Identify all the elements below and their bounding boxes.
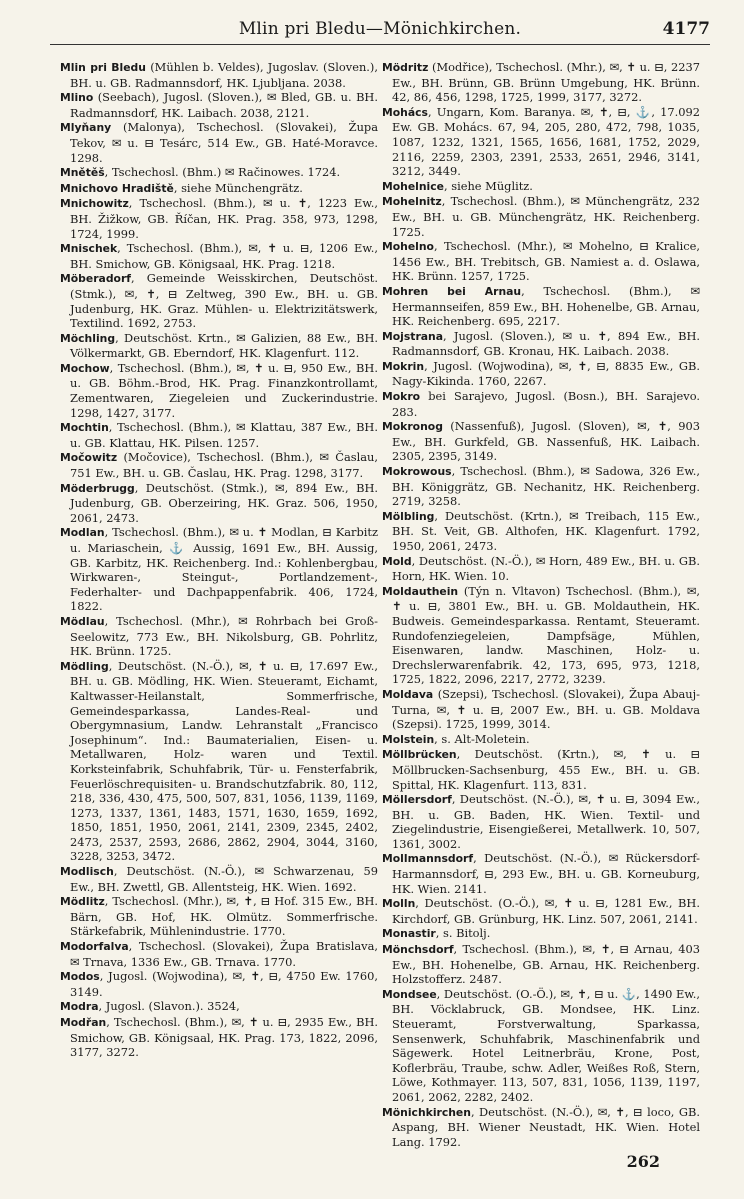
entry-text: , Tschechosl. (Bhm.), ✉, ✝, ⊟ Arnau, 403 Ew., BH. Hohenelbe, GB. Arnau, HK. Reichenberg. Holzstofferz. 2487. [392, 942, 700, 987]
entry-headword: Möllersdorf [382, 793, 452, 807]
entry-headword: Mochow [60, 361, 110, 375]
entry-headword: Möchling [60, 331, 116, 345]
gazetteer-entry [382, 687, 700, 732]
entry-text: , Jugosl. (Sloven.), ✉ u. ✝, 894 Ew., BH. Radmannsdorf, GB. Kronau, HK. Laibach. 2038. [392, 328, 700, 359]
gazetteer-entry [60, 120, 378, 165]
header-rule [50, 44, 710, 45]
entry-headword: Mohelno [382, 240, 434, 254]
entry-headword: Mollmannsdorf [382, 852, 474, 866]
entry-text: , Deutschöst. (O.-Ö.), ✉, ✝, ⊟ u. ⚓, 1490 Ew., BH. Vöcklabruck, GB. Mondsee, HK. Linz. Steueramt, Forstverwaltung, Sparkassa, Sensenwerk, Schuhfabrik, Maschinenfabrik und Sägewerk. Hotel Leitnerbräu, Krone, Post, Koflerbräu, Traube, schw. Adler, Weißes Roß, Stern, Löwe, Kothmayer. 113, 507, 831, 1056, 1139, 1197, 2061, 2062, 2282, 2402. [392, 986, 700, 1104]
entry-text: , Deutschöst. (Stmk.), ✉, 894 Ew., BH. Judenburg, GB. Oberzeiring, HK. Graz. 506, 1950, 2061, 2473. [70, 480, 378, 525]
gazetteer-entry [60, 60, 378, 90]
entry-text: , Tschechosl. (Bhm.), ✉ Sadowa, 326 Ew., BH. Königgrätz, GB. Nechanitz, HK. Reichenberg. 2719, 3258. [392, 464, 700, 509]
entry-text: , Tschechosl. (Bhm.), ✉ u. ✝ Modlan, ⊟ Karbitz u. Mariaschein, ⚓ Aussig, 1691 Ew., BH. Aussig, GB. Karbitz, HK. Reichenberg. Ind.: Kohlenbergbau, Wirkwaren-, Steingut-, Portlandzement-, Federhalter- und Dachpappenfabrik. 406, 1724, 1822. [70, 525, 378, 614]
entry-text: , Deutschöst. Krtn., ✉ Galizien, 88 Ew., BH. Völkermarkt, GB. Eberndorf, HK. Klagenfurt. 112. [70, 330, 378, 361]
entry-text: , Tschechosl. (Mhr.), ✉ Rohrbach bei Groß-Seelowitz, 773 Ew., BH. Nikolsburg, GB. Pohrlitz, HK. Brünn. 1725. [70, 613, 378, 659]
gazetteer-entry [382, 732, 700, 748]
entry-headword: Modra [60, 1000, 99, 1014]
gazetteer-entry [382, 896, 700, 926]
right-column [382, 60, 700, 1149]
entry-text: , Tschechosl. (Bhm.), ✉, ✝ u. ⊟, 950 Ew., BH. u. GB. Böhm.-Brod, HK. Prag. Finanzkontrollamt, Zementwaren, Ziegeleien und Zuckerindustrie. 1298, 1427, 3177. [70, 360, 378, 420]
gazetteer-entry [382, 284, 700, 329]
gazetteer-entry [382, 464, 700, 509]
gazetteer-entry [60, 241, 378, 271]
gazetteer-entry [382, 851, 700, 896]
entry-headword: Močowitz [60, 451, 118, 465]
entry-headword: Mnichovo Hradiště [60, 181, 174, 195]
entry-headword: Mohren bei Arnau [382, 284, 522, 298]
entry-headword: Molstein [382, 732, 435, 746]
entry-text: , Jugosl. (Wojwodina), ✉, ✝, ⊟, 8835 Ew., GB. Nagy-Kikinda. 1760, 2267. [392, 358, 700, 389]
gazetteer-entry [60, 165, 378, 181]
entry-headword: Mödlau [60, 614, 105, 628]
entry-headword: Mokrin [382, 359, 425, 373]
gazetteer-entry [60, 614, 378, 659]
entry-headword: Mokronog [382, 420, 443, 434]
entry-text: , Tschechosl. (Bhm.), ✉ Hermannseifen, 859 Ew., BH. Hohenelbe, GB. Arnau, HK. Reichenberg. 695, 2217. [392, 283, 700, 329]
gazetteer-entry [60, 1015, 378, 1060]
entry-text: , Deutschöst. (Krtn.), ✉ Treibach, 115 Ew., BH. St. Veit, GB. Althofen, HK. Klagenfurt. 1792, 1950, 2061, 2473. [392, 508, 700, 553]
entry-text: , Jugosl. (Wojwodina), ✉, ✝, ⊟, 4750 Ew. 1760, 3149. [70, 969, 378, 999]
entry-text: (Szepsi), Tschechosl. (Slovakei), Župa Abauj-Turna, ✉, ✝ u. ⊟, 2007 Ew., BH. u. GB. Moldava (Szepsi). 1725, 1999, 3014. [392, 686, 700, 732]
gazetteer-entry [382, 942, 700, 987]
gazetteer-entry [60, 90, 378, 120]
gazetteer-entry [60, 481, 378, 526]
entry-headword: Mnischek [60, 242, 118, 256]
entry-text: , Tschechosl. (Bhm.), ✉ Münchengrätz, 232 Ew., BH. u. GB. Münchengrätz, HK. Reichenberg. 1725. [392, 194, 700, 239]
gazetteer-entry [382, 1105, 700, 1150]
gazetteer-entry [382, 239, 700, 284]
gazetteer-entry [382, 60, 700, 105]
gazetteer-entry [60, 450, 378, 480]
entry-text: , Deutschöst. (O.-Ö.), ✉, ✝ u. ⊟, 1281 Ew., BH. Kirchdorf, GB. Grünburg, HK. Linz. 507, 2061, 2141. [392, 896, 700, 926]
entry-headword: Mönichkirchen [382, 1105, 471, 1119]
gazetteer-entry [382, 389, 700, 419]
gazetteer-entry [382, 747, 700, 792]
entry-text: (Mühlen b. Veldes), Jugoslav. (Sloven.), BH. u. GB. Radmannsdorf, HK. Ljubljana. 2038. [70, 60, 378, 90]
gazetteer-entry [60, 969, 378, 999]
entry-headword: Mlin pri Bledu [60, 61, 146, 74]
entry-headword: Mlino [60, 91, 94, 105]
entry-text: (Nassenfuß), Jugosl. (Sloven), ✉, ✝, 903 Ew., BH. Gurkfeld, GB. Nassenfuß, HK. Laibach. 2305, 2395, 3149. [392, 419, 700, 464]
entry-headword: Molln [382, 897, 416, 911]
entry-text: , Tschechosl. (Bhm.), ✉ Klattau, 387 Ew., BH. u. GB. Klattau, HK. Pilsen. 1257. [70, 420, 378, 450]
entry-text: , Tschechosl. (Mhr.), ✉, ✝, ⊟ Hof. 315 Ew., BH. Bärn, GB. Hof, HK. Olmütz. Sommerfrische. Stärkefabrik, Mühlenindustrie. 1770. [70, 894, 378, 939]
entry-headword: Möderbrugg [60, 481, 135, 495]
gazetteer-entry [60, 196, 378, 241]
entry-text: , Tschechosl. (Bhm.) ✉ Račinowes. 1724. [104, 165, 341, 180]
entry-text: (Modřice), Tschechosl. (Mhr.), ✉, ✝ u. ⊟, 2237 Ew., BH. Brünn, GB. Brünn Umgebung, HK. Brünn. 42, 86, 456, 1298, 1725, 1999, 3177, 3272. [392, 60, 700, 105]
entry-text: , Deutschöst. (N.-Ö.), ✉ Schwarzenau, 59 Ew., BH. Zwettl, GB. Allentsteig, HK. Wien. 1692. [70, 864, 378, 894]
entry-text: bei Sarajevo, Jugosl. (Bosn.), BH. Sarajevo. 283. [392, 389, 700, 419]
gazetteer-entry [382, 509, 700, 554]
entry-headword: Mnichowitz [60, 197, 129, 211]
gazetteer-entry [60, 999, 378, 1015]
entry-text: , s. Bitolj. [435, 926, 491, 941]
gazetteer-entry [382, 926, 700, 942]
entry-text: , Deutschöst. (N.-Ö.), ✉ Horn, 489 Ew., BH. u. GB. Horn, HK. Wien. 10. [392, 553, 700, 584]
entry-headword: Möllbrücken [382, 748, 457, 762]
entry-text: , Gemeinde Weisskirchen, Deutschöst. (Stmk.), ✉, ✝, ⊟ Zeltweg, 390 Ew., BH. u. GB. Judenburg, HK. Graz. Mühlen- u. Elektrizitätswerk, Textilind. 1692, 2753. [70, 271, 378, 331]
page-number: 4177 [662, 19, 710, 39]
entry-text: (Týn n. Vltavon) Tschechosl. (Bhm.), ✉, ✝ u. ⊟, 3801 Ew., BH. u. GB. Moldauthein, HK. Budweis. Gemeindesparkassa. Rentamt, Steueramt. Rundofenziegeleien, Dampfsäge, Mühlen, Eisenwaren, landw. Maschinen, Holz- u. Drechslerwarenfabrik. 42, 173, 695, 973, 1218, 1725, 1822, 2096, 2217, 2772, 3239. [392, 583, 700, 687]
entry-text: , Tschechosl. (Bhm.), ✉, ✝ u. ⊟, 1206 Ew., BH. Smichow, GB. Königsaal, HK. Prag. 1218. [70, 241, 378, 271]
entry-headword: Mojstrana [382, 329, 444, 343]
entry-text: , Deutschöst. (N.-Ö.), ✉ Rückersdorf-Harmannsdorf, ⊟, 293 Ew., BH. u. GB. Korneuburg, HK. Wien. 2141. [392, 851, 700, 896]
gazetteer-entry [60, 331, 378, 361]
gazetteer-entry [60, 939, 378, 969]
entry-headword: Mondsee [382, 987, 437, 1001]
entry-headword: Mnětěš [60, 166, 105, 180]
gazetteer-entry [382, 419, 700, 464]
gazetteer-entry [382, 105, 700, 179]
entry-headword: Moldauthein [382, 584, 459, 598]
gazetteer-entry [60, 420, 378, 450]
gazetteer-entry [60, 525, 378, 614]
left-column [60, 60, 378, 1060]
entry-text: , Tschechosl. (Bhm.), ✉ u. ✝, 1223 Ew., BH. Žižkow, GB. Říčan, HK. Prag. 358, 973, 1298, 1724, 1999. [70, 196, 378, 241]
entry-headword: Mohács [382, 105, 428, 119]
gazetteer-entry [60, 361, 378, 420]
entry-text: , Deutschöst. (N.-Ö.), ✉, ✝ u. ⊟, 3094 Ew., BH. u. GB. Baden, HK. Wien. Textil- und Ziegelindustrie, Eisengießerei, Metallwerk. 10, 507, 1361, 3002. [392, 792, 700, 851]
entry-headword: Modřan [60, 1016, 107, 1029]
gazetteer-entry [60, 181, 378, 197]
entry-text: (Močovice), Tschechosl. (Bhm.), ✉ Časlau, 751 Ew., BH. u. GB. Časlau, HK. Prag. 1298, 3177. [70, 450, 378, 481]
entry-headword: Mokro [382, 390, 421, 404]
gazetteer-entry [382, 329, 700, 359]
gazetteer-entry [382, 194, 700, 239]
entry-headword: Modorfalva [60, 940, 129, 954]
entry-text: (Seebach), Jugosl. (Sloven.), ✉ Bled, GB. u. BH. Radmannsdorf, HK. Laibach. 2038, 2121. [70, 90, 378, 120]
entry-text: , Tschechosl. (Mhr.), ✉ Mohelno, ⊟ Kralice, 1456 Ew., BH. Trebitsch, GB. Namiest a. d. Oslawa, HK. Brünn. 1257, 1725. [392, 239, 700, 284]
entry-headword: Modlisch [60, 865, 114, 879]
entry-headword: Modlan [60, 526, 105, 540]
entry-headword: Mödritz [382, 61, 429, 74]
entry-headword: Mochtin [60, 421, 109, 435]
entry-text: , siehe Müglitz. [443, 178, 533, 193]
entry-headword: Mölbling [382, 509, 435, 523]
gazetteer-entry [382, 359, 700, 389]
entry-headword: Mohelnice [382, 179, 444, 193]
entry-headword: Mlyňany [60, 121, 112, 135]
entry-text: , Deutschöst. (Krtn.), ✉, ✝ u. ⊟ Möllbrucken-Sachsenburg, 455 Ew., BH. u. GB. Spittal, HK. Klagenfurt. 113, 831. [392, 747, 700, 792]
gazetteer-entry [382, 792, 700, 851]
entry-headword: Mokrowous [382, 465, 452, 479]
gazetteer-entry [60, 864, 378, 894]
entry-headword: Mold [382, 554, 412, 568]
running-title: Mlin pri Bledu—Mönichkirchen. [238, 19, 522, 39]
entry-headword: Monastir [382, 927, 436, 941]
gazetteer-entry [60, 271, 378, 330]
gazetteer-entry [382, 584, 700, 687]
entry-text: , Tschechosl. (Slovakei), Župa Bratislava, ✉ Trnava, 1336 Ew., GB. Trnava. 1770. [70, 939, 378, 969]
entry-headword: Mönchsdorf [382, 943, 454, 957]
entry-text: , Tschechosl. (Bhm.), ✉, ✝ u. ⊟, 2935 Ew., BH. Smichow, GB. Königsaal, HK. Prag. 173, 1822, 2096, 3177, 3272. [70, 1015, 378, 1060]
entry-text: , Deutschöst. (N.-Ö.), ✉, ✝, ⊟ loco, GB. Aspang, BH. Wiener Neustadt, HK. Wien. Hotel Lang. 1792. [392, 1104, 700, 1149]
entry-headword: Moldava [382, 687, 434, 701]
entry-headword: Möberadorf [60, 272, 131, 286]
entry-text: (Malonya), Tschechosl. (Slovakei), Župa Tekov, ✉ u. ⊟ Tesárc, 514 Ew., GB. Haté-Moravce. 1298. [70, 120, 378, 165]
entry-headword: Mohelnitz [382, 195, 442, 209]
entry-headword: Mödling [60, 659, 109, 673]
entry-headword: Modos [60, 970, 100, 984]
gazetteer-entry [60, 894, 378, 939]
gazetteer-entry [382, 179, 700, 195]
entry-text: , siehe Münchengrätz. [173, 180, 303, 195]
entry-headword: Mödlitz [60, 895, 105, 909]
entry-text: , Jugosl. (Slavon.). 3524, [98, 999, 240, 1014]
entry-text: , Deutschöst. (N.-Ö.), ✉, ✝ u. ⊟, 17.697 Ew., BH. u. GB. Mödling, HK. Wien. Steueramt, Eichamt, Kaltwasser-Heilanstalt, Sommerfrische, Gemeindesparkassa, Landes-Real- und Obergymnasium, Landw. Lehranstalt „Francisco Josephinum“. Ind.: Baumaterialien, Eisen- u. Metallwaren, Holz- waren und Textil. Korksteinfabrik, Schuhfabrik, Tür- u. Fensterfabrik, Feuerlöschrequisiten- u. Brandschutzfabrik. 80, 112, 218, 336, 430, 475, 500, 507, 831, 1056, 1139, 1169, 1273, 1337, 1361, 1483, 1571, 1630, 1659, 1692, 1850, 1851, 1950, 2061, 2141, 2309, 2345, 2402, 2473, 2537, 2593, 2686, 2862, 2904, 3044, 3160, 3228, 3253, 3472. [70, 658, 378, 864]
entry-text: , Ungarn, Kom. Baranya. ✉, ✝, ⊟, ⚓, 17.092 Ew. GB. Mohács. 67, 94, 205, 280, 472, 798, 1035, 1087, 1232, 1321, 1565, 1656, 1681, 1752, 2029, 2116, 2259, 2303, 2391, 2533, 2651, 2946, 3141, 3212, 3449. [392, 104, 700, 179]
gazetteer-entry [382, 554, 700, 584]
page-header [50, 16, 710, 42]
entry-text: , s. Alt-Moletein. [434, 731, 530, 746]
gazetteer-entry [60, 659, 378, 864]
gazetteer-entry [382, 987, 700, 1105]
signature-mark: 262 [626, 1152, 660, 1171]
